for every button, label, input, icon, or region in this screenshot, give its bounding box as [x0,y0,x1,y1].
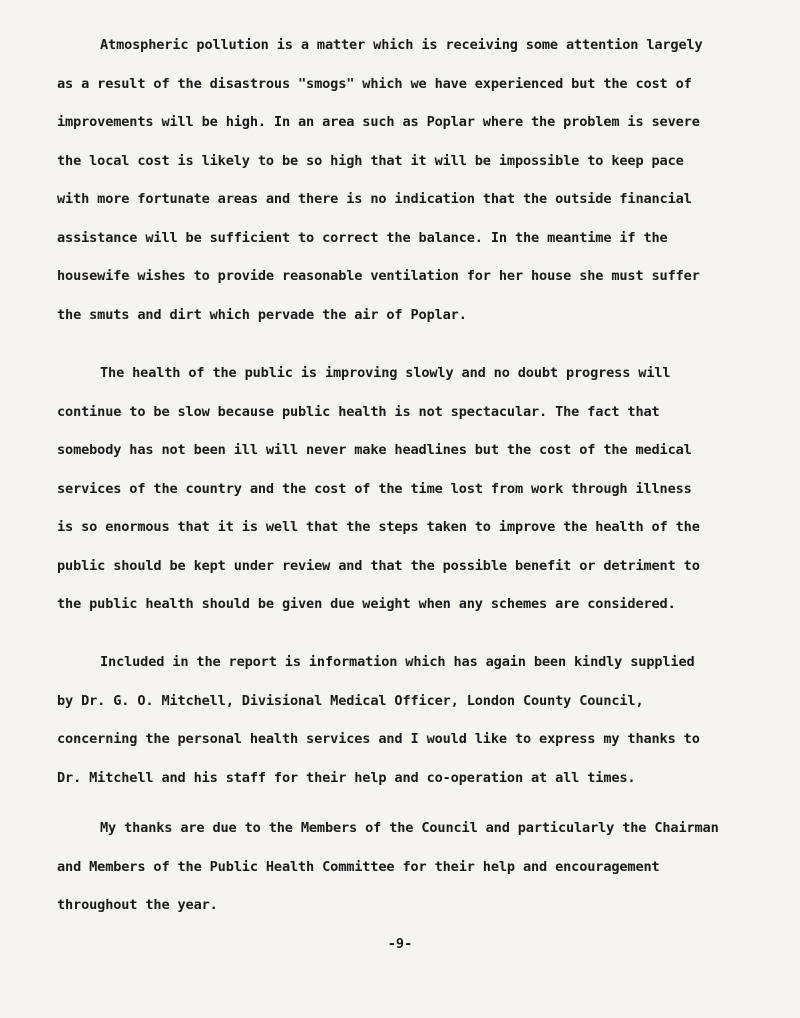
text-line: concerning the personal health services and I would like to express my thanks to [57,731,700,747]
text-line: continue to be slow because public health is not spectacular. The fact that [57,403,660,420]
text-line: by Dr. G. O. Mitchell, Divisional Medical Officer, London County Council, [57,692,644,709]
text-line: the local cost is likely to be so high that it will be impossible to keep pace [57,152,684,169]
paragraph-atmospheric-pollution [57,26,703,334]
text-line: Included in the report is information which has again been kindly supplied [100,654,695,670]
text-line: is so enormous that it is well that the steps taken to improve the health of the [57,519,700,535]
text-line: somebody has not been ill will never make headlines but the cost of the medical [57,442,692,458]
text-line: and Members of the Public Health Committee for their help and encouragement [57,858,660,875]
text-line: the public health should be given due weight when any schemes are considered. [57,596,676,612]
paragraph-public-health [57,354,700,624]
text-line: housewife wishes to provide reasonable ventilation for her house she must suffer [57,268,700,284]
text-line: services of the country and the cost of the time lost from work through illness [57,480,692,497]
text-line: public should be kept under review and that the possible benefit or detriment to [57,557,700,574]
page-number: -9- [387,936,413,952]
paragraph-acknowledgements [57,809,719,925]
text-line: The health of the public is improving slowly and no doubt progress will [100,365,671,381]
text-line: throughout the year. [57,897,218,913]
text-line: the smuts and dirt which pervade the air of Poplar. [57,306,467,323]
text-line: improvements will be high. In an area such as Poplar where the problem is severe [57,114,700,130]
text-line: Dr. Mitchell and his staff for their help and co-operation at all times. [57,769,636,786]
text-line: My thanks are due to the Members of the Council and particularly the Chairman [100,820,719,836]
paragraph-report-information [57,643,700,797]
text-line: as a result of the disastrous "smogs" which we have experienced but the cost of [57,75,692,92]
text-line: Atmospheric pollution is a matter which is receiving some attention largely [100,37,703,53]
text-line: with more fortunate areas and there is no indication that the outside financial [57,191,692,207]
text-line: assistance will be sufficient to correct the balance. In the meantime if the [57,229,668,246]
